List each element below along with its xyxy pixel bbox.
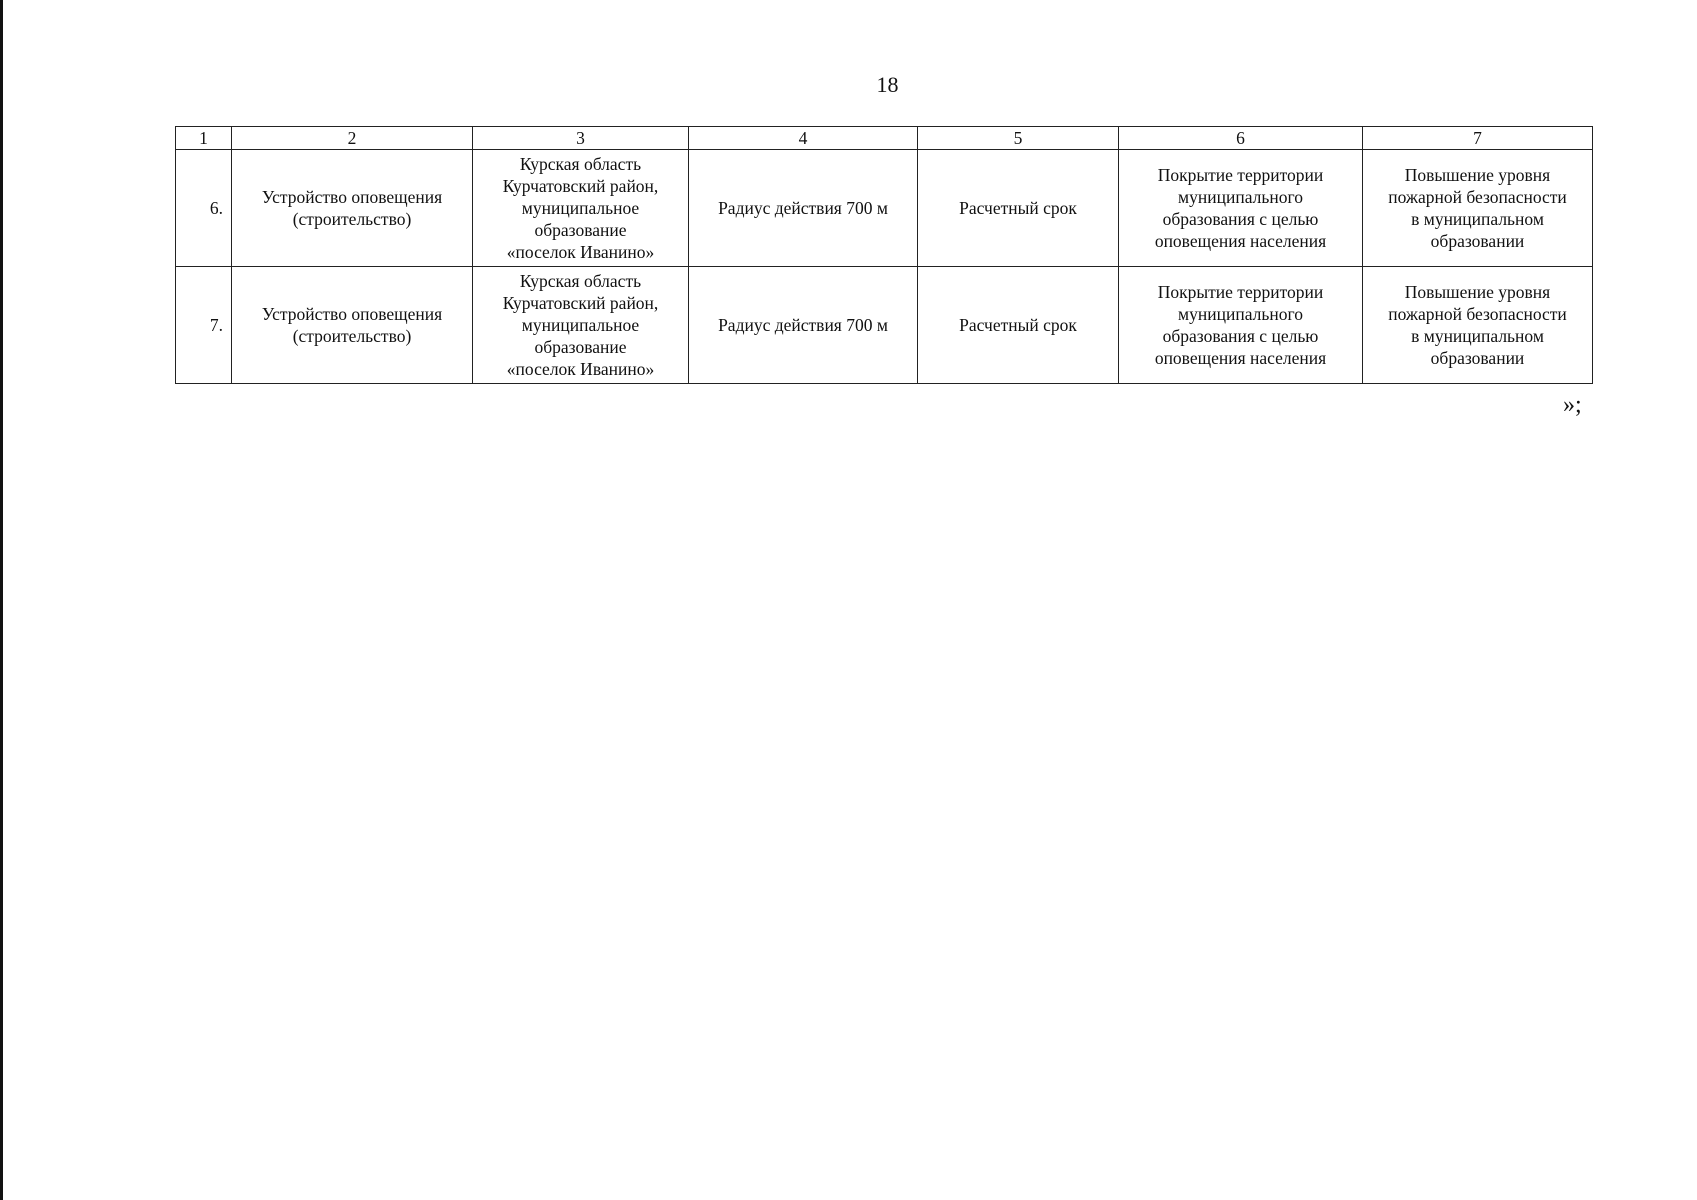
parameters-cell: Радиус действия 700 м — [689, 267, 918, 384]
purpose-cell: Покрытие территории муниципального образования с целью оповещения населения — [1119, 267, 1363, 384]
column-number-header: 7 — [1363, 127, 1593, 150]
location-cell: Курская область Курчатовский район, муниципальное образование «поселок Иванино» — [473, 150, 689, 267]
term-cell: Расчетный срок — [918, 267, 1119, 384]
row-number-cell: 7. — [176, 267, 232, 384]
objects-table — [175, 126, 1593, 384]
column-number-header: 2 — [232, 127, 473, 150]
page-number: 18 — [876, 72, 899, 97]
object-name-cell: Устройство оповещения (строительство) — [232, 150, 473, 267]
column-number-header: 1 — [176, 127, 232, 150]
row-number-cell: 6. — [176, 150, 232, 267]
column-number-header: 6 — [1119, 127, 1363, 150]
parameters-cell: Радиус действия 700 м — [689, 150, 918, 267]
column-number-header: 3 — [473, 127, 689, 150]
purpose-cell: Покрытие территории муниципального образования с целью оповещения населения — [1119, 150, 1363, 267]
closing-quote-mark: »; — [1563, 392, 1582, 418]
table-row — [176, 150, 1593, 267]
page-left-edge — [0, 0, 3, 1200]
effect-cell: Повышение уровня пожарной безопасности в муниципальном образовании — [1363, 267, 1593, 384]
table-row — [176, 267, 1593, 384]
location-cell: Курская область Курчатовский район, муниципальное образование «поселок Иванино» — [473, 267, 689, 384]
effect-cell: Повышение уровня пожарной безопасности в муниципальном образовании — [1363, 150, 1593, 267]
term-cell: Расчетный срок — [918, 150, 1119, 267]
column-number-header: 5 — [918, 127, 1119, 150]
table-header-row — [176, 127, 1593, 150]
column-number-header: 4 — [689, 127, 918, 150]
object-name-cell: Устройство оповещения (строительство) — [232, 267, 473, 384]
